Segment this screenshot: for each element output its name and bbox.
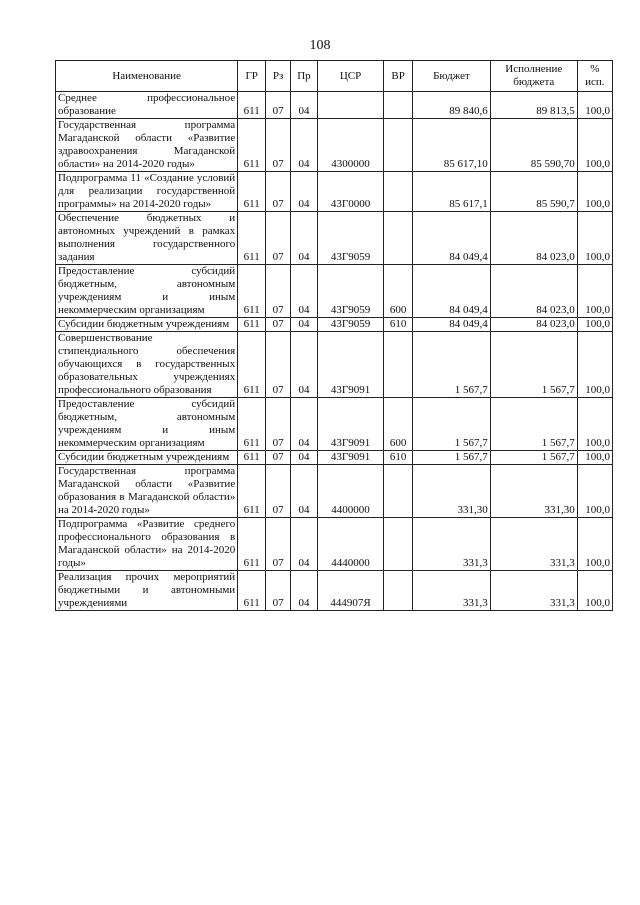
table-row xyxy=(56,518,613,571)
cell-csr: 43Г9059 xyxy=(317,265,383,318)
cell-vr xyxy=(384,332,413,398)
cell-percent: 100,0 xyxy=(577,571,612,611)
cell-percent: 100,0 xyxy=(577,212,612,265)
cell-budget: 1 567,7 xyxy=(413,332,491,398)
cell-execution: 1 567,7 xyxy=(490,332,577,398)
table-row xyxy=(56,265,613,318)
header-execution: Исполнение бюджета xyxy=(490,61,577,92)
cell-name: Реализация прочих мероприятий бюджетными и автономными учреждениями xyxy=(56,571,238,611)
cell-rz: 07 xyxy=(266,92,291,119)
cell-pr: 04 xyxy=(291,119,318,172)
cell-vr: 600 xyxy=(384,398,413,451)
cell-vr: 600 xyxy=(384,265,413,318)
cell-gr: 611 xyxy=(238,451,266,465)
cell-vr xyxy=(384,571,413,611)
cell-csr: 43Г9059 xyxy=(317,212,383,265)
cell-name: Среднее профессиональное образование xyxy=(56,92,238,119)
cell-gr: 611 xyxy=(238,465,266,518)
cell-gr: 611 xyxy=(238,265,266,318)
cell-vr: 610 xyxy=(384,318,413,332)
table-row xyxy=(56,398,613,451)
cell-csr: 43Г9091 xyxy=(317,398,383,451)
cell-gr: 611 xyxy=(238,318,266,332)
cell-name: Подпрограмма 11 «Создание условий для реализации государственной программы» на 2014-2020 годы» xyxy=(56,172,238,212)
cell-csr: 4400000 xyxy=(317,465,383,518)
header-name: Наименование xyxy=(56,61,238,92)
cell-pr: 04 xyxy=(291,172,318,212)
cell-vr xyxy=(384,92,413,119)
cell-rz: 07 xyxy=(266,332,291,398)
cell-execution: 84 023,0 xyxy=(490,318,577,332)
cell-gr: 611 xyxy=(238,571,266,611)
cell-budget: 84 049,4 xyxy=(413,265,491,318)
cell-vr xyxy=(384,119,413,172)
cell-csr: 444907Я xyxy=(317,571,383,611)
cell-name: Предоставление субсидий бюджетным, автономным учреждениям и иным некоммерческим организациям xyxy=(56,265,238,318)
table-row xyxy=(56,332,613,398)
cell-rz: 07 xyxy=(266,318,291,332)
header-csr: ЦСР xyxy=(317,61,383,92)
cell-pr: 04 xyxy=(291,465,318,518)
cell-pr: 04 xyxy=(291,518,318,571)
cell-execution: 84 023,0 xyxy=(490,265,577,318)
cell-gr: 611 xyxy=(238,92,266,119)
cell-pr: 04 xyxy=(291,451,318,465)
cell-name: Подпрограмма «Развитие среднего профессионального образования в Магаданской области» на 2014-2020 годы» xyxy=(56,518,238,571)
cell-budget: 89 840,6 xyxy=(413,92,491,119)
header-budget: Бюджет xyxy=(413,61,491,92)
table-row xyxy=(56,465,613,518)
header-percent: % исп. xyxy=(577,61,612,92)
cell-name: Субсидии бюджетным учреждениям xyxy=(56,318,238,332)
cell-rz: 07 xyxy=(266,571,291,611)
cell-name: Государственная программа Магаданской области «Развитие образования в Магаданской области» на 2014-2020 годы» xyxy=(56,465,238,518)
header-vr: ВР xyxy=(384,61,413,92)
cell-pr: 04 xyxy=(291,212,318,265)
cell-gr: 611 xyxy=(238,172,266,212)
cell-rz: 07 xyxy=(266,451,291,465)
header-gr: ГР xyxy=(238,61,266,92)
cell-gr: 611 xyxy=(238,119,266,172)
page-number: 108 xyxy=(309,38,331,53)
cell-vr xyxy=(384,518,413,571)
cell-budget: 331,3 xyxy=(413,518,491,571)
cell-rz: 07 xyxy=(266,465,291,518)
cell-pr: 04 xyxy=(291,398,318,451)
cell-csr: 43Г9091 xyxy=(317,332,383,398)
cell-execution: 331,3 xyxy=(490,571,577,611)
cell-rz: 07 xyxy=(266,265,291,318)
cell-pr: 04 xyxy=(291,318,318,332)
cell-name: Субсидии бюджетным учреждениям xyxy=(56,451,238,465)
cell-percent: 100,0 xyxy=(577,465,612,518)
cell-percent: 100,0 xyxy=(577,119,612,172)
table-row xyxy=(56,451,613,465)
table-row xyxy=(56,571,613,611)
cell-name: Обеспечение бюджетных и автономных учреждений в рамках выполнения государственного задания xyxy=(56,212,238,265)
cell-execution: 1 567,7 xyxy=(490,398,577,451)
cell-budget: 1 567,7 xyxy=(413,451,491,465)
cell-execution: 84 023,0 xyxy=(490,212,577,265)
cell-budget: 331,3 xyxy=(413,571,491,611)
cell-csr: 43Г9059 xyxy=(317,318,383,332)
cell-percent: 100,0 xyxy=(577,172,612,212)
table-row xyxy=(56,92,613,119)
cell-csr: 4300000 xyxy=(317,119,383,172)
budget-table xyxy=(55,60,613,611)
cell-budget: 84 049,4 xyxy=(413,212,491,265)
cell-csr: 43Г0000 xyxy=(317,172,383,212)
cell-budget: 84 049,4 xyxy=(413,318,491,332)
cell-pr: 04 xyxy=(291,92,318,119)
cell-csr: 4440000 xyxy=(317,518,383,571)
cell-csr: 43Г9091 xyxy=(317,451,383,465)
cell-percent: 100,0 xyxy=(577,398,612,451)
header-pr: Пр xyxy=(291,61,318,92)
cell-percent: 100,0 xyxy=(577,332,612,398)
cell-execution: 89 813,5 xyxy=(490,92,577,119)
cell-execution: 331,30 xyxy=(490,465,577,518)
header-rz: Рз xyxy=(266,61,291,92)
cell-execution: 85 590,7 xyxy=(490,172,577,212)
cell-name: Государственная программа Магаданской области «Развитие здравоохранения Магаданской области» на 2014-2020 годы» xyxy=(56,119,238,172)
cell-pr: 04 xyxy=(291,332,318,398)
table-header-row xyxy=(56,61,613,92)
cell-rz: 07 xyxy=(266,518,291,571)
cell-rz: 07 xyxy=(266,119,291,172)
table-row xyxy=(56,119,613,172)
cell-execution: 1 567,7 xyxy=(490,451,577,465)
cell-vr xyxy=(384,465,413,518)
cell-budget: 85 617,10 xyxy=(413,119,491,172)
cell-percent: 100,0 xyxy=(577,265,612,318)
cell-percent: 100,0 xyxy=(577,318,612,332)
cell-rz: 07 xyxy=(266,172,291,212)
cell-pr: 04 xyxy=(291,571,318,611)
table-row xyxy=(56,318,613,332)
cell-rz: 07 xyxy=(266,212,291,265)
cell-percent: 100,0 xyxy=(577,518,612,571)
cell-pr: 04 xyxy=(291,265,318,318)
cell-vr xyxy=(384,212,413,265)
table-row xyxy=(56,212,613,265)
cell-gr: 611 xyxy=(238,398,266,451)
cell-gr: 611 xyxy=(238,332,266,398)
cell-percent: 100,0 xyxy=(577,92,612,119)
cell-csr xyxy=(317,92,383,119)
cell-rz: 07 xyxy=(266,398,291,451)
cell-gr: 611 xyxy=(238,212,266,265)
cell-execution: 85 590,70 xyxy=(490,119,577,172)
cell-gr: 611 xyxy=(238,518,266,571)
cell-percent: 100,0 xyxy=(577,451,612,465)
cell-budget: 85 617,1 xyxy=(413,172,491,212)
cell-budget: 1 567,7 xyxy=(413,398,491,451)
cell-name: Совершенствование стипендиального обеспечения обучающихся в государственных образовательных учреждениях профессионального образования xyxy=(56,332,238,398)
cell-vr: 610 xyxy=(384,451,413,465)
cell-execution: 331,3 xyxy=(490,518,577,571)
cell-budget: 331,30 xyxy=(413,465,491,518)
cell-name: Предоставление субсидий бюджетным, автономным учреждениям и иным некоммерческим организациям xyxy=(56,398,238,451)
cell-vr xyxy=(384,172,413,212)
table-row xyxy=(56,172,613,212)
